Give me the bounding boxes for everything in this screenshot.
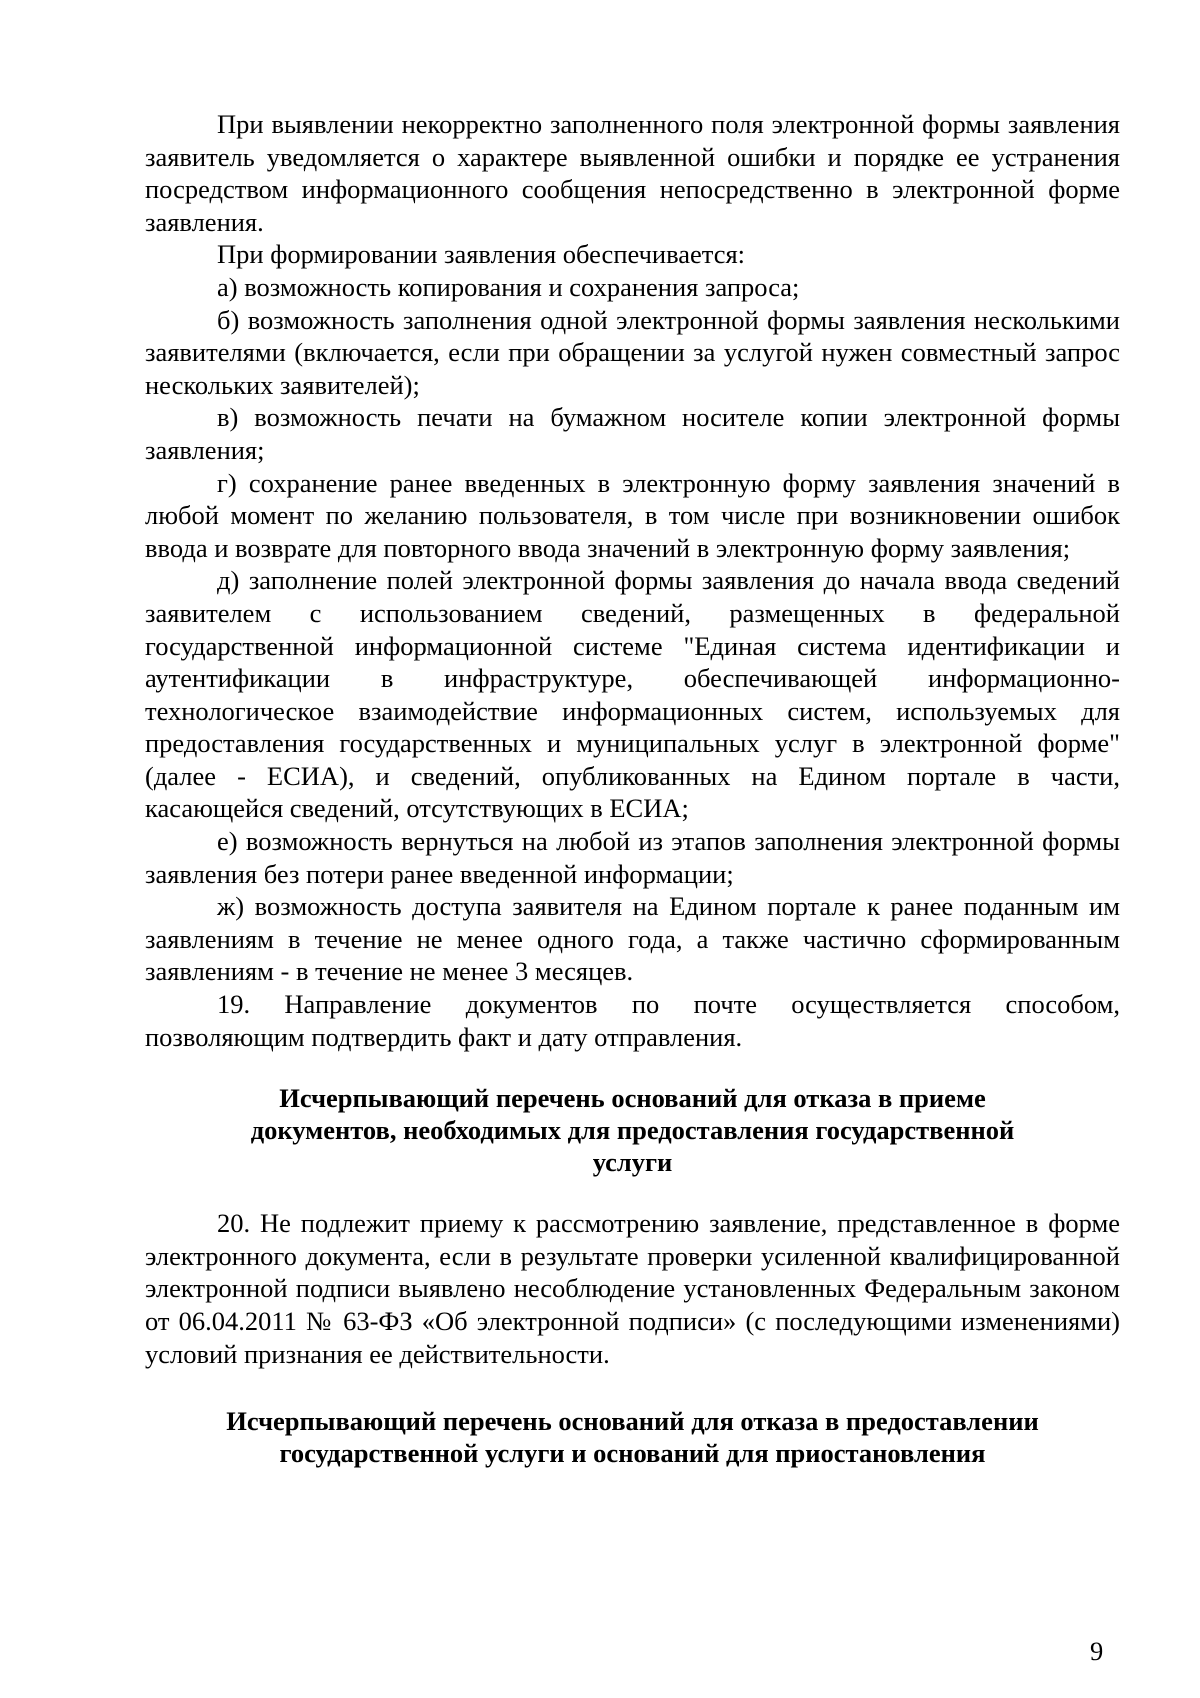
paragraph-form-error: При выявлении некорректно заполненного поля электронной формы заявления заявитель уведомляется о характере выявленной ошибки и порядке ее устранения посредством информационного сообщения непосредственно в электронной форме заявления.	[145, 109, 1120, 237]
document-page	[145, 108, 1120, 1469]
paragraph-20: 20. Не подлежит приему к рассмотрению заявление, представленное в форме электронного документа, если в результате проверки усиленной квалифицированной электронной подписи выявлено несоблюдение установленных Федеральным законом от 06.04.2011 № 63-ФЗ «Об электронной подписи» (с последующими изменениями) условий признания ее действительности.	[145, 1208, 1120, 1369]
list-item-e: е) возможность вернуться на любой из этапов заполнения электронной формы заявления без потери ранее введенной информации;	[145, 826, 1120, 889]
list-item-d: д) заполнение полей электронной формы заявления до начала ввода сведений заявителем с использованием сведений, размещенных в федеральной государственной информационной системе "Единая система идентификации и аутентификации в инфраструктуре, обеспечивающей информационно-технологическое взаимодействие информационных систем, используемых для предоставления государственных и муниципальных услуг в электронной форме" (далее - ЕСИА), и сведений, опубликованных на Едином портале в части, касающейся сведений, отсутствующих в ЕСИА;	[145, 565, 1120, 824]
paragraph-form-provides: При формировании заявления обеспечивается:	[217, 239, 746, 270]
section-heading-refusal-acceptance: Исчерпывающий перечень оснований для отказа в приеме документов, необходимых для предоставления государственной услуги	[250, 1083, 1015, 1178]
list-item-g: г) сохранение ранее введенных в электронную форму заявления значений в любой момент по желанию пользователя, в том числе при возникновении ошибок ввода и возврате для повторного ввода значений в электронную форму заявления;	[145, 467, 1120, 563]
list-item-b: б) возможность заполнения одной электронной формы заявления несколькими заявителями (включается, если при обращении за услугой нужен совместный запрос нескольких заявителей);	[145, 304, 1120, 400]
list-item-a: а) возможность копирования и сохранения запроса;	[217, 271, 800, 302]
section-heading-refusal-service: Исчерпывающий перечень оснований для отказа в предоставлении государственной услуги и оснований для приостановления	[226, 1406, 1039, 1469]
paragraph-19: 19. Направление документов по почте осуществляется способом, позволяющим подтвердить факт и дату отправления.	[145, 989, 1120, 1052]
list-item-zh: ж) возможность доступа заявителя на Едином портале к ранее поданным им заявлениям в течение не менее одного года, а также частично сформированным заявлениям - в течение не менее 3 месяцев.	[145, 891, 1120, 987]
list-item-v: в) возможность печати на бумажном носителе копии электронной формы заявления;	[145, 402, 1120, 465]
page-number: 9	[1090, 1636, 1104, 1666]
